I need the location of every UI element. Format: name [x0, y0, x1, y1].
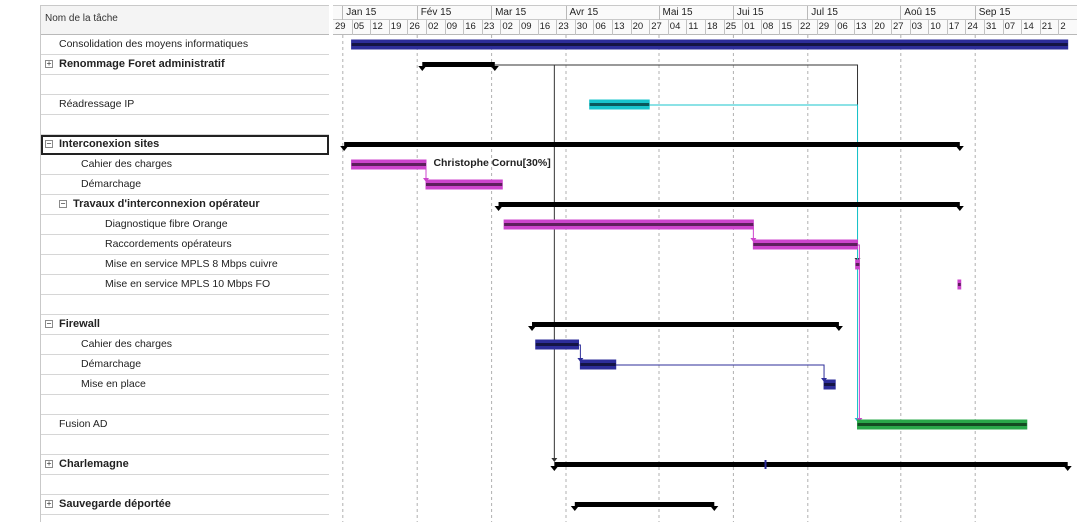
month-separator — [733, 6, 734, 21]
week-separator — [1058, 20, 1059, 35]
week-separator — [649, 20, 650, 35]
week-separator — [761, 20, 762, 35]
week-label: 04 — [669, 21, 681, 32]
week-label: 02 — [428, 21, 439, 32]
week-separator — [426, 20, 427, 35]
week-label: 31 — [986, 21, 997, 32]
week-label: 09 — [446, 21, 458, 32]
week-separator — [1021, 20, 1022, 35]
week-separator — [1040, 20, 1041, 35]
week-label: 05 — [353, 21, 365, 32]
summary-bar[interactable] — [575, 502, 715, 507]
task-row[interactable] — [41, 375, 329, 395]
week-separator — [352, 20, 353, 35]
task-row[interactable] — [41, 475, 329, 495]
summary-cap-start — [418, 66, 426, 71]
task-name: Mise en place — [81, 378, 146, 390]
week-separator — [556, 20, 557, 35]
week-separator — [1003, 20, 1004, 35]
task-progress — [536, 343, 579, 346]
week-separator — [519, 20, 520, 35]
task-progress — [824, 383, 835, 386]
week-separator — [705, 20, 706, 35]
week-separator — [928, 20, 929, 35]
dependency-link — [547, 65, 554, 460]
week-label: 16 — [539, 21, 551, 32]
week-separator — [389, 20, 390, 35]
task-row[interactable] — [41, 415, 329, 435]
expand-icon[interactable]: + — [46, 459, 52, 468]
week-separator — [575, 20, 576, 35]
summary-cap-start — [495, 206, 503, 211]
task-name: Mise en service MPLS 8 Mbps cuivre — [105, 258, 278, 270]
week-separator — [593, 20, 594, 35]
month-label: Sep 15 — [978, 7, 1011, 18]
week-label: 20 — [632, 21, 644, 32]
dependency-link — [616, 365, 824, 380]
task-row[interactable] — [41, 75, 329, 95]
task-row[interactable] — [41, 55, 329, 75]
task-name: Réadressage IP — [59, 98, 135, 110]
week-label: 08 — [762, 21, 774, 32]
week-label: 12 — [372, 21, 383, 32]
week-label: 27 — [651, 21, 662, 32]
timescale-months — [333, 5, 1077, 20]
task-row[interactable] — [41, 275, 329, 295]
month-separator — [566, 6, 567, 21]
dependency-link — [649, 105, 857, 420]
task-name: Mise en service MPLS 10 Mbps FO — [105, 278, 271, 290]
task-row[interactable] — [41, 135, 329, 155]
task-row[interactable] — [41, 335, 329, 355]
week-label: 23 — [558, 21, 569, 32]
task-row[interactable] — [41, 295, 329, 315]
task-progress — [753, 243, 857, 246]
week-separator — [984, 20, 985, 35]
task-row[interactable] — [41, 315, 329, 335]
week-label: 09 — [521, 21, 532, 32]
week-label: 06 — [837, 21, 848, 32]
task-name: Sauvegarde déportée — [59, 498, 171, 510]
week-label: 10 — [930, 21, 941, 32]
week-separator — [612, 20, 613, 35]
task-name: Cahier des charges — [81, 158, 173, 170]
summary-cap-end — [835, 326, 843, 331]
summary-bar[interactable] — [532, 322, 839, 327]
week-label: 17 — [948, 21, 960, 32]
week-separator — [463, 20, 464, 35]
week-label: 25 — [725, 21, 737, 32]
month-separator — [342, 6, 343, 21]
collapse-icon[interactable]: − — [46, 319, 52, 328]
task-row[interactable] — [41, 95, 329, 115]
task-row[interactable] — [41, 235, 329, 255]
week-separator — [724, 20, 725, 35]
task-row[interactable] — [41, 35, 329, 55]
task-name-column-header[interactable] — [41, 5, 329, 35]
task-name: Démarchage — [81, 358, 142, 370]
timescale-weeks — [333, 20, 1077, 35]
task-name: Travaux d'interconnexion opérateur — [73, 198, 260, 210]
task-progress — [958, 283, 961, 286]
summary-cap-end — [491, 66, 499, 71]
week-separator — [482, 20, 483, 35]
collapse-icon[interactable]: − — [60, 199, 66, 208]
summary-cap-end — [956, 206, 964, 211]
week-label: 11 — [688, 21, 699, 32]
summary-cap-end — [956, 146, 964, 151]
task-progress — [352, 43, 1068, 46]
week-label: 15 — [781, 21, 792, 32]
task-row[interactable] — [41, 395, 329, 415]
summary-bar[interactable] — [344, 142, 960, 147]
week-separator — [407, 20, 408, 35]
week-label: 14 — [1023, 21, 1034, 32]
summary-cap-start — [528, 326, 536, 331]
week-separator — [631, 20, 632, 35]
task-progress — [426, 183, 502, 186]
week-separator — [891, 20, 892, 35]
week-separator — [872, 20, 873, 35]
week-label: 01 — [744, 21, 755, 32]
month-label: Avr 15 — [569, 7, 599, 18]
week-label: 30 — [576, 21, 588, 32]
week-label: 07 — [1004, 21, 1016, 32]
summary-bar[interactable] — [554, 462, 1067, 467]
task-row[interactable] — [41, 115, 329, 135]
month-label: Jui 15 — [736, 7, 764, 18]
week-label: 13 — [855, 21, 867, 32]
task-table — [40, 5, 329, 522]
week-label: 13 — [614, 21, 625, 32]
week-separator — [779, 20, 780, 35]
week-separator — [817, 20, 818, 35]
week-label: 24 — [967, 21, 978, 32]
week-separator — [538, 20, 539, 35]
gantt-bars-canvas — [333, 35, 1077, 522]
week-separator — [686, 20, 687, 35]
week-label: 18 — [707, 21, 718, 32]
month-separator — [491, 6, 492, 21]
week-separator — [370, 20, 371, 35]
summary-cap-end — [1064, 466, 1072, 471]
task-row[interactable] — [41, 215, 329, 235]
month-separator — [659, 6, 660, 21]
week-label: 23 — [483, 21, 495, 32]
dependency-arrow — [551, 458, 557, 462]
task-name: Démarchage — [81, 178, 142, 190]
month-label: Jan 15 — [346, 7, 377, 18]
week-separator — [445, 20, 446, 35]
task-progress — [590, 103, 650, 106]
week-separator — [965, 20, 966, 35]
week-label: 03 — [911, 21, 923, 32]
month-label: Aoû 15 — [904, 7, 936, 18]
week-label: 26 — [409, 21, 420, 32]
week-separator — [947, 20, 948, 35]
task-progress — [580, 363, 615, 366]
week-label: 02 — [502, 21, 513, 32]
task-row[interactable] — [41, 195, 329, 215]
task-row[interactable] — [41, 495, 329, 515]
week-label: 19 — [390, 21, 402, 32]
month-label: Mar 15 — [495, 7, 527, 18]
week-label: 06 — [595, 21, 606, 32]
task-progress — [504, 223, 753, 226]
task-row[interactable] — [41, 175, 329, 195]
week-label: 20 — [874, 21, 885, 32]
week-label: 2 — [1060, 21, 1066, 32]
summary-cap-start — [340, 146, 348, 151]
resource-assignment-label: Christophe Cornu[30%] — [433, 157, 551, 169]
summary-bar[interactable] — [422, 62, 495, 67]
week-label: 29 — [818, 21, 830, 32]
task-row[interactable] — [41, 435, 329, 455]
month-separator — [975, 6, 976, 21]
task-name: Cahier des charges — [81, 338, 173, 350]
task-row[interactable] — [41, 155, 329, 175]
week-separator — [835, 20, 836, 35]
month-separator — [807, 6, 808, 21]
task-name: Charlemagne — [59, 458, 129, 470]
week-label: 22 — [800, 21, 811, 32]
week-label: 27 — [893, 21, 904, 32]
task-name: Renommage Foret administratif — [59, 58, 225, 70]
task-progress — [856, 263, 860, 266]
week-separator — [910, 20, 911, 35]
week-label: 16 — [465, 21, 476, 32]
summary-cap-end — [710, 506, 718, 511]
month-separator — [900, 6, 901, 21]
week-separator — [500, 20, 501, 35]
week-label: 29 — [335, 21, 346, 32]
month-separator — [417, 6, 418, 21]
column-header-label: Nom de la tâche — [45, 13, 118, 24]
summary-cap-start — [571, 506, 579, 511]
task-name: Consolidation des moyens informatiques — [59, 38, 249, 50]
task-name: Fusion AD — [59, 418, 108, 430]
milestone-marker — [765, 460, 767, 469]
month-label: Mai 15 — [662, 7, 693, 18]
task-row[interactable] — [41, 255, 329, 275]
task-progress — [352, 163, 426, 166]
week-separator — [798, 20, 799, 35]
task-name: Diagnostique fibre Orange — [105, 218, 228, 230]
week-separator — [742, 20, 743, 35]
task-name: Firewall — [59, 318, 100, 330]
gantt-chart — [333, 5, 1077, 522]
expand-icon[interactable]: + — [46, 59, 52, 68]
week-label: 21 — [1041, 21, 1053, 32]
task-name: Interconexion sites — [59, 138, 160, 150]
task-name: Raccordements opérateurs — [105, 238, 232, 250]
task-row[interactable] — [41, 355, 329, 375]
task-row[interactable] — [41, 455, 329, 475]
week-separator — [668, 20, 669, 35]
month-label: Jul 15 — [811, 7, 838, 18]
collapse-icon[interactable]: − — [46, 139, 52, 148]
summary-cap-start — [550, 466, 558, 471]
summary-bar[interactable] — [499, 202, 960, 207]
task-progress — [858, 423, 1027, 426]
expand-icon[interactable]: + — [46, 499, 52, 508]
month-label: Fév 15 — [420, 7, 452, 18]
week-separator — [854, 20, 855, 35]
